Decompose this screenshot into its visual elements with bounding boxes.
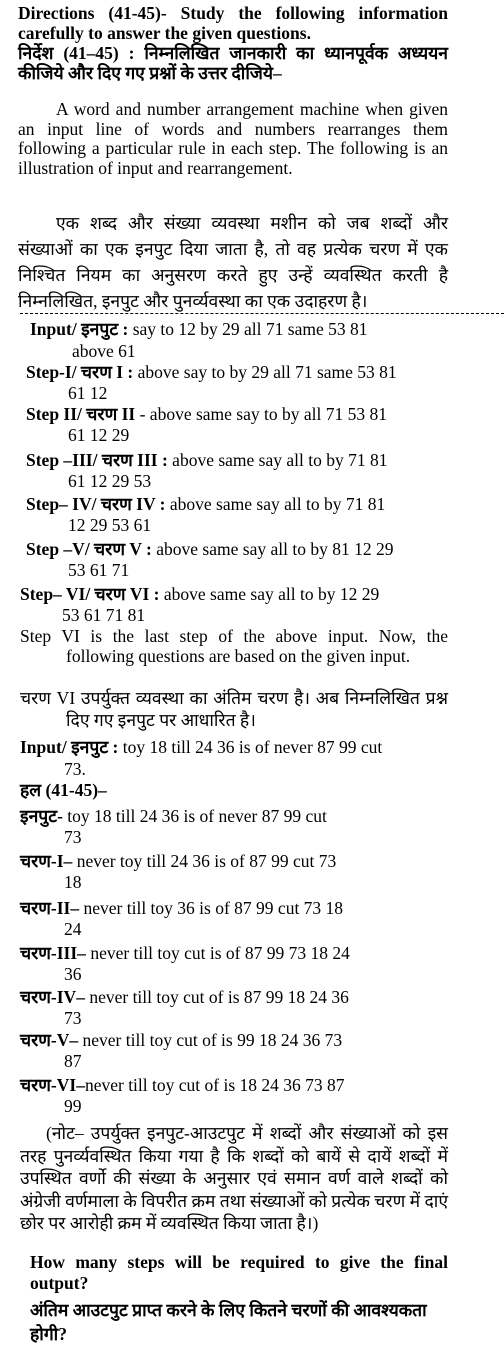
solution-step xyxy=(20,1075,448,1117)
solution-note: (नोट– उपर्युक्त इनपुट-आउटपुट में शब्दों और संख्याओं को इस तरह पुनर्व्यवस्थित किया गया है कि शब्दों को बायें से दायें शब्दों में उपस्थित वर्णो की संख्या के अनुसार एवं समान वर्ण वाले शब्दों को अंग्रेजी वर्णमाला के विपरीत क्रम तथा संख्याओं को प्रत्येक चरण में दाएं छोर पर आरोही क्रम में व्यवस्थित किया जाता है।) xyxy=(20,1123,448,1233)
solution-step-line1: never till toy 36 is of 87 99 cut 73 18 xyxy=(79,898,344,918)
solution-step xyxy=(20,1030,448,1072)
example-input-line1: say to 12 by 29 all 71 same 53 81 xyxy=(128,319,368,339)
solution-step-label: चरण-V– xyxy=(20,1030,79,1050)
step-line2: 61 12 xyxy=(68,383,108,403)
solution-step-line1: never till toy cut of is 18 24 36 73 87 xyxy=(84,1075,345,1095)
solution-step xyxy=(20,898,448,940)
example-step xyxy=(26,404,464,446)
given-input-line1: toy 18 till 24 36 is of never 87 99 cut xyxy=(118,737,383,757)
example-step xyxy=(20,584,464,626)
solution-step-line1: never till toy cut is of 87 99 73 18 24 xyxy=(85,943,350,963)
last-step-note-english: Step VI is the last step of the above input. Now, the following questions are based on the given input. xyxy=(20,626,448,666)
step-line2: 61 12 29 53 xyxy=(68,471,152,491)
given-input xyxy=(20,736,454,780)
step-label: Step– VI/ चरण VI : xyxy=(20,584,160,604)
solution-step xyxy=(20,943,448,985)
solution-step-line1: never till toy cut of is 87 99 18 24 36 xyxy=(84,987,349,1007)
directions-english: Directions (41-45)- Study the following information carefully to answer the given questions. xyxy=(18,3,448,43)
intro-english: A word and number arrangement machine when given an input line of words and numbers rearranges them following a particular rule in each step. The following is an illustration of input and rearrangement. xyxy=(18,99,448,178)
question-hindi: अंतिम आउटपुट प्राप्त करने के लिए कितने चरणों की आवश्यकता होगी? xyxy=(30,1300,427,1344)
given-input-label: Input/ इनपुट : xyxy=(20,737,119,757)
step-line2: 12 29 53 61 xyxy=(68,515,152,535)
directions-hindi: निर्देश (41–45) : निम्नलिखित जानकारी का ध्यानपूर्वक अध्ययन कीजिये और दिए गए प्रश्नों के उत्तर दीजिये– xyxy=(18,43,448,83)
example-input-label: Input/ इनपुट : xyxy=(30,319,129,339)
given-input-line2: 73. xyxy=(64,759,86,779)
solution-step-line2: 99 xyxy=(64,1096,82,1116)
step-label: Step –III/ चरण III : xyxy=(26,450,168,470)
example-step xyxy=(26,362,464,404)
step-label: Step –V/ चरण V : xyxy=(26,539,152,559)
step-line2: 61 12 29 xyxy=(68,425,130,445)
step-label: Step II/ चरण II xyxy=(26,404,136,424)
solution-step-line1: never till toy cut of is 99 18 24 36 73 xyxy=(78,1030,343,1050)
step-line2: 53 61 71 81 xyxy=(62,605,146,625)
solution-step-line2: 87 xyxy=(64,1051,82,1071)
step-line1: above same say all to by 71 81 xyxy=(165,494,386,514)
step-label: Step-I/ चरण I : xyxy=(26,362,134,382)
step-line1: above say to by 29 all 71 same 53 81 xyxy=(133,362,397,382)
solution-step-label: चरण-I– xyxy=(20,851,73,871)
example-input xyxy=(30,318,464,362)
example-step xyxy=(26,494,464,536)
solution-step-line2: 24 xyxy=(64,919,82,939)
intro-hindi: एक शब्द और संख्या व्यवस्था मशीन को जब शब्दों और संख्याओं का एक इनपुट दिया जाता है, तो वह प्रत्येक चरण में एक निश्चित नियम का अनुसरण करते हुए उन्हें व्यवस्थित करती है निम्नलिखित, इनपुट और पुनर्व्यवस्था का एक उदाहरण है। xyxy=(18,213,448,311)
solution-step-label: चरण-VI– xyxy=(20,1075,85,1095)
last-step-note-hindi: चरण VI उपर्युक्त व्यवस्था का अंतिम चरण है। अब निम्नलिखित प्रश्न दिए गए इनपुट पर आधारित है। xyxy=(20,688,448,730)
dashed-divider xyxy=(20,313,504,314)
solution-step-line2: 36 xyxy=(64,964,82,984)
solution-input-line2: 73 xyxy=(64,827,82,847)
solution-step-label: चरण-II– xyxy=(20,898,80,918)
example-input-line2: above 61 xyxy=(72,341,136,361)
solution-step xyxy=(20,851,448,893)
solution-input xyxy=(20,806,448,848)
solution-step xyxy=(20,987,448,1029)
solution-step-line2: 73 xyxy=(64,1008,82,1028)
solution-step-line1: never toy till 24 36 is of 87 99 cut 73 xyxy=(72,851,337,871)
step-line2: 53 61 71 xyxy=(68,560,130,580)
solution-step-label: चरण-IV– xyxy=(20,987,85,1007)
step-label: Step– IV/ चरण IV : xyxy=(26,494,166,514)
solution-step-label: चरण-III– xyxy=(20,943,86,963)
step-line1: above same say all to by 12 29 xyxy=(159,584,380,604)
step-line1: above same say all to by 81 12 29 xyxy=(151,539,394,559)
solution-heading: हल (41-45)– xyxy=(20,780,107,800)
solution-input-label: इनपुट- xyxy=(20,806,63,826)
question-english: How many steps will be required to give the final output? xyxy=(30,1252,448,1293)
example-step xyxy=(26,539,464,581)
step-line1: above same say all to by 71 81 xyxy=(167,450,388,470)
solution-step-line2: 18 xyxy=(64,872,82,892)
step-line1: - above same say to by all 71 53 81 xyxy=(135,404,387,424)
solution-input-line1: toy 18 till 24 36 is of never 87 99 cut xyxy=(62,806,327,826)
example-step xyxy=(26,450,464,492)
